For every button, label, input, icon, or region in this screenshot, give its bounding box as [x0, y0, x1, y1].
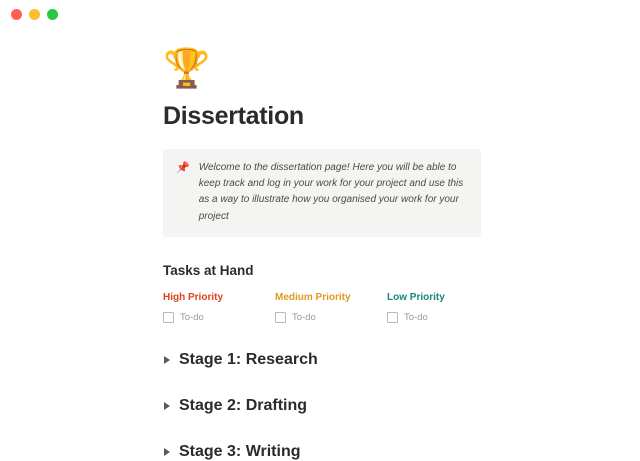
todo-item-low[interactable]: [387, 312, 499, 323]
toggle-title-stage-1[interactable]: Stage 1: Research: [179, 350, 318, 368]
maximize-window-button[interactable]: [47, 9, 58, 20]
checkbox-high[interactable]: [163, 312, 174, 323]
window-controls: [11, 9, 58, 20]
priority-label-high[interactable]: High Priority: [163, 291, 224, 303]
toggle-title-stage-2[interactable]: Stage 2: Drafting: [179, 396, 308, 414]
priority-column-high: [163, 292, 275, 323]
tasks-section-heading[interactable]: Tasks at Hand: [163, 262, 254, 278]
chevron-right-icon[interactable]: [164, 356, 170, 364]
callout-text: Welcome to the dissertation page! Here you will be able to keep track and log in your work for your project and use this as a way to illustrate how you organised your work for your project: [198, 162, 464, 222]
document-body: [163, 50, 481, 461]
checkbox-medium[interactable]: [275, 312, 286, 323]
toggle-title-stage-3[interactable]: Stage 3: Writing: [179, 442, 301, 460]
todo-item-high[interactable]: [163, 312, 275, 323]
toggle-stage-1[interactable]: [163, 351, 481, 369]
todo-label-low[interactable]: To-do: [404, 311, 428, 323]
priority-label-low[interactable]: Low Priority: [387, 291, 445, 303]
checkbox-low[interactable]: [387, 312, 398, 323]
priority-columns: [163, 292, 481, 323]
window-titlebar: [0, 0, 640, 28]
chevron-right-icon[interactable]: [164, 448, 170, 456]
todo-item-medium[interactable]: [275, 312, 387, 323]
pushpin-emoji: 📌: [176, 162, 190, 174]
todo-label-high[interactable]: To-do: [180, 311, 204, 323]
minimize-window-button[interactable]: [29, 9, 40, 20]
chevron-right-icon[interactable]: [164, 402, 170, 410]
priority-label-medium[interactable]: Medium Priority: [275, 291, 351, 303]
page-content: [0, 50, 640, 461]
priority-column-low: [387, 292, 499, 323]
page-title[interactable]: Dissertation: [163, 102, 304, 130]
todo-label-medium[interactable]: To-do: [292, 311, 316, 323]
toggle-stage-2[interactable]: [163, 397, 481, 415]
close-window-button[interactable]: [11, 9, 22, 20]
toggle-stage-3[interactable]: [163, 443, 481, 461]
welcome-callout[interactable]: [163, 149, 481, 237]
priority-column-medium: [275, 292, 387, 323]
trophy-emoji[interactable]: 🏆: [163, 48, 211, 90]
